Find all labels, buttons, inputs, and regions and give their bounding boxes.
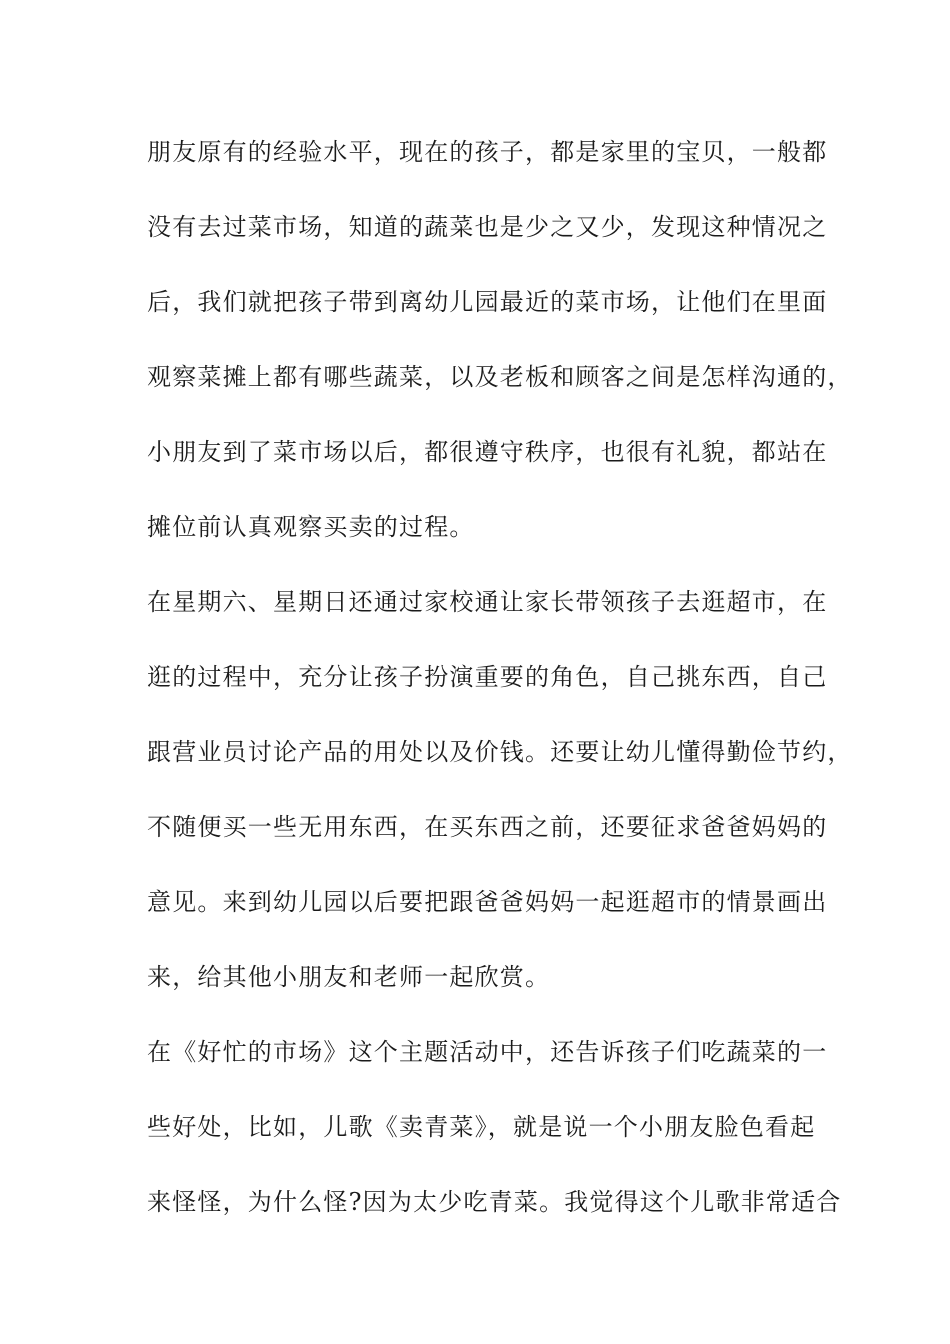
text-line: 没有去过菜市场，知道的蔬菜也是少之又少，发现这种情况之 [147, 213, 828, 241]
text-line: 在星期六、星期日还通过家校通让家长带领孩子去逛超市，在 [147, 588, 828, 616]
text-line: 跟营业员讨论产品的用处以及价钱。还要让幼儿懂得勤俭节约， [147, 738, 853, 766]
body-text [147, 130, 853, 1255]
text-line: 些好处，比如，儿歌《卖青菜》，就是说一个小朋友脸色看起 [147, 1113, 816, 1141]
text-line: 后，我们就把孩子带到离幼儿园最近的菜市场，让他们在里面 [147, 288, 828, 316]
text-line: 意见。来到幼儿园以后要把跟爸爸妈妈一起逛超市的情景画出 [147, 888, 828, 916]
text-line: 逛的过程中，充分让孩子扮演重要的角色，自己挑东西，自己 [147, 663, 828, 691]
text-line: 不随便买一些无用东西，在买东西之前，还要征求爸爸妈妈的 [147, 813, 828, 841]
text-line: 来，给其他小朋友和老师一起欣赏。 [147, 963, 551, 991]
text-line: 朋友原有的经验水平，现在的孩子，都是家里的宝贝，一般都 [147, 138, 828, 166]
text-line: 观察菜摊上都有哪些蔬菜，以及老板和顾客之间是怎样沟通的， [147, 363, 853, 391]
text-line: 小朋友到了菜市场以后，都很遵守秩序，也很有礼貌，都站在 [147, 438, 828, 466]
text-line: 来怪怪，为什么怪?因为太少吃青菜。我觉得这个儿歌非常适合 [147, 1188, 842, 1216]
text-line: 在《好忙的市场》这个主题活动中，还告诉孩子们吃蔬菜的一 [147, 1038, 828, 1066]
text-line: 摊位前认真观察买卖的过程。 [147, 513, 475, 541]
